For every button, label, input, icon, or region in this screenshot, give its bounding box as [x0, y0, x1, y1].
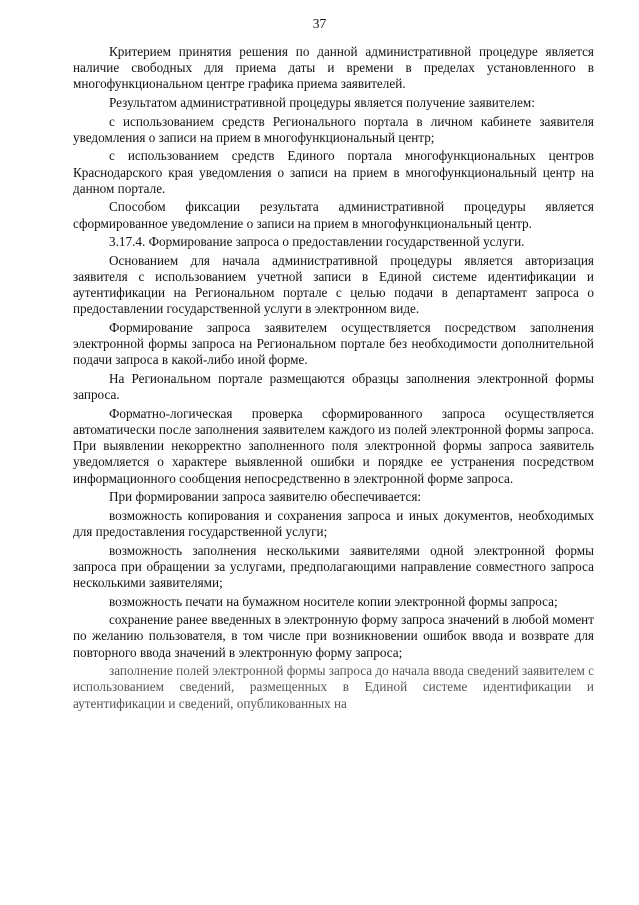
list-item: возможность копирования и сохранения запроса и иных документов, необходимых для предоставления государственной услуги; — [73, 507, 594, 539]
list-item: возможность заполнения несколькими заявителями одной электронной формы запроса при обращении за услугами, предполагающими направление совместного запроса несколькими заявителями; — [73, 542, 594, 590]
list-item: заполнение полей электронной формы запроса до начала ввода сведений заявителем с использованием сведений, размещенных в Единой системе идентификации и аутентификации и сведений, опубликованных на — [73, 663, 594, 711]
page-number: 37 — [312, 16, 327, 31]
paragraph: Результатом административной процедуры является получение заявителем: — [109, 95, 535, 110]
list-item: сохранение ранее введенных в электронную форму запроса значений в любой момент по желанию пользователя, в том числе при возникновении ошибок ввода и возврате для повторного ввода значений в электронную форму запроса; — [73, 612, 594, 660]
paragraph: На Региональном портале размещаются образцы заполнения электронной формы запроса. — [73, 370, 594, 403]
section-heading: 3.17.4. Формирование запроса о предоставлении государственной услуги. — [109, 234, 525, 250]
paragraph: При формировании запроса заявителю обеспечивается: — [109, 489, 422, 505]
paragraph: Способом фиксации результата административной процедуры является сформированное уведомление о записи на прием в многофункциональный центр. — [73, 199, 594, 231]
paragraph: Основанием для начала административной процедуры является авторизация заявителя с использованием учетной записи в Единой системе идентификации и аутентификации на Региональном портале с целью подачи в департамент запроса о предоставлении государственной услуги в электронном виде. — [73, 252, 594, 317]
paragraph: Критерием принятия решения по данной административной процедуре является наличие свободных для приема даты и времени в пределах установленного в многофункциональном центре графика приема заявителей. — [73, 44, 594, 92]
paragraph: с использованием средств Единого портала многофункциональных центров Краснодарского края уведомления о записи на прием в многофункциональный центр на данном портале. — [73, 148, 594, 196]
paragraph: Формирование запроса заявителем осуществляется посредством заполнения электронной формы запроса на Региональном портале без необходимости дополнительной подачи запроса в какой-либо иной форме. — [73, 319, 594, 368]
paragraph: с использованием средств Регионального портала в личном кабинете заявителя уведомления о записи на прием в многофункциональный центр; — [73, 113, 594, 145]
paragraph: Форматно-логическая проверка сформированного запроса осуществляется автоматически после заполнения заявителем каждого из полей электронной формы запроса. При выявлении некорректно заполненного поля электронной формы запроса заявитель уведомляется о характере выявленной ошибки и порядке ее устранения посредством информационного сообщения непосредственно в электронной форме запроса. — [73, 405, 594, 486]
document-body — [73, 44, 594, 714]
list-item: возможность печати на бумажном носителе копии электронной формы запроса; — [109, 593, 558, 609]
